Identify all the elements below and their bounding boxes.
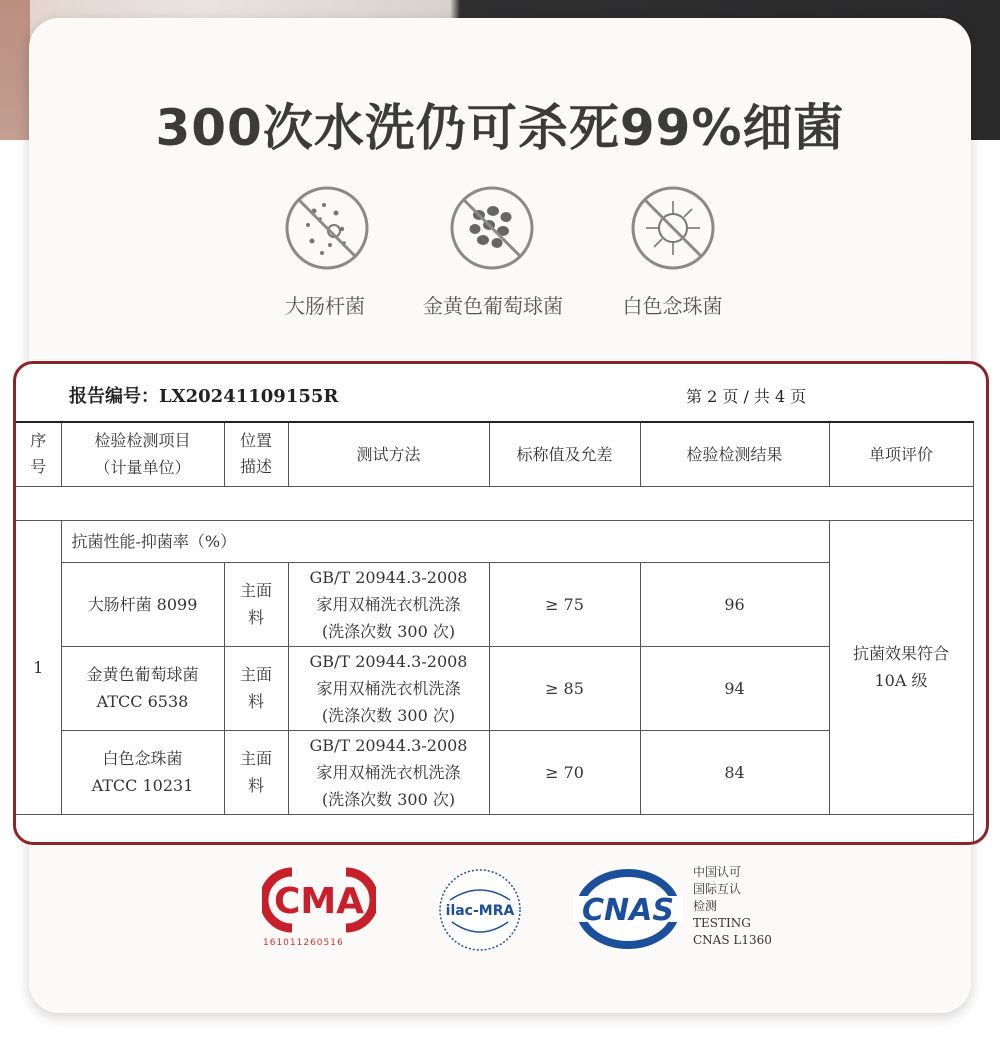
method-line3: (洗涤次数 300 次) [321, 705, 456, 725]
row-method [288, 646, 489, 730]
seq-cell: 1 [16, 520, 61, 814]
row-result: 84 [640, 730, 829, 814]
page-headline: 300次水洗仍可杀死99%细菌 [155, 99, 845, 157]
report-table [16, 421, 974, 845]
row-item-name [61, 730, 224, 814]
method-line1: GB/T 20944.3-2008 [309, 567, 468, 587]
report-page-indicator: 第 2 页 / 共 4 页 [686, 387, 807, 406]
cma-number: 161011260516 [263, 938, 344, 948]
evaluation-line2: 10A 级 [874, 671, 928, 690]
method-line2: 家用双桶洗衣机洗涤 [316, 762, 461, 782]
row-name: 金黄色葡萄球菌 [86, 665, 199, 684]
header-item-unit: （计量单位） [94, 458, 191, 478]
method-line3: (洗涤次数 300 次) [321, 621, 456, 641]
row-result: 96 [640, 562, 829, 646]
cnas-line: 检测 [693, 899, 718, 913]
cnas-line: 中国认可 [693, 865, 742, 879]
row-nominal: ≥ 85 [489, 646, 640, 730]
row-position: 主面料 [224, 646, 288, 730]
report-number: 报告编号：LX20241109155R [69, 386, 339, 407]
row-method [288, 562, 489, 646]
header-item [61, 422, 224, 486]
bacteria-label-candida: 白色念珠菌 [622, 294, 723, 318]
method-line2: 家用双桶洗衣机洗涤 [316, 678, 461, 698]
row-position: 主面料 [224, 562, 288, 646]
header-evaluation: 单项评价 [829, 422, 973, 486]
evaluation-cell [829, 520, 973, 814]
cma-logo [262, 866, 376, 940]
bacteria-label-ecoli: 大肠杆菌 [285, 294, 365, 318]
category-cell: 抗菌性能-抑菌率（%） [61, 520, 829, 562]
cma-logo-text: CMA [273, 881, 365, 922]
row-method [288, 730, 489, 814]
bacteria-ecoli-icon [284, 185, 370, 271]
row-result: 94 [640, 646, 829, 730]
footer-cell [16, 814, 973, 844]
table-header-row [16, 422, 973, 486]
row-nominal: ≥ 75 [489, 562, 640, 646]
row-item-name [61, 562, 224, 646]
cnas-line: 国际互认 [693, 882, 742, 896]
bacteria-label-staph: 金黄色葡萄球菌 [423, 294, 563, 318]
row-position: 主面料 [224, 730, 288, 814]
header-seq: 序号 [16, 422, 61, 486]
row-strain: ATCC 10231 [91, 776, 194, 795]
row-nominal: ≥ 70 [489, 730, 640, 814]
header-item-label: 检验检测项目 [94, 431, 191, 451]
evaluation-line1: 抗菌效果符合 [852, 644, 949, 663]
spacer-cell [16, 486, 973, 520]
table-category-row [16, 520, 973, 562]
method-line1: GB/T 20944.3-2008 [309, 735, 468, 755]
ilac-mra-logo [436, 866, 524, 958]
row-name: 白色念珠菌 [102, 749, 183, 768]
bacteria-staph-icon [449, 185, 535, 271]
bacteria-candida-icon [630, 185, 716, 271]
header-nominal: 标称值及允差 [489, 422, 640, 486]
row-strain: ATCC 6538 [96, 692, 189, 711]
cnas-logo-text: CNAS [582, 893, 674, 928]
row-name: 大肠杆菌 8099 [87, 594, 198, 614]
header-method: 测试方法 [288, 422, 489, 486]
table-footer-row [16, 814, 973, 844]
cnas-logo [573, 866, 683, 956]
cnas-line: TESTING [693, 916, 751, 930]
ilac-logo-text: ilac-MRA [445, 903, 515, 919]
header-result: 检验检测结果 [640, 422, 829, 486]
method-line1: GB/T 20944.3-2008 [309, 651, 468, 671]
cnas-caption [693, 864, 772, 949]
method-line3: (洗涤次数 300 次) [321, 789, 456, 809]
row-item-name [61, 646, 224, 730]
cnas-line: CNAS L1360 [693, 933, 772, 947]
method-line2: 家用双桶洗衣机洗涤 [316, 594, 461, 614]
test-report [13, 361, 989, 845]
table-spacer-row [16, 486, 973, 520]
header-position: 位置描述 [224, 422, 288, 486]
